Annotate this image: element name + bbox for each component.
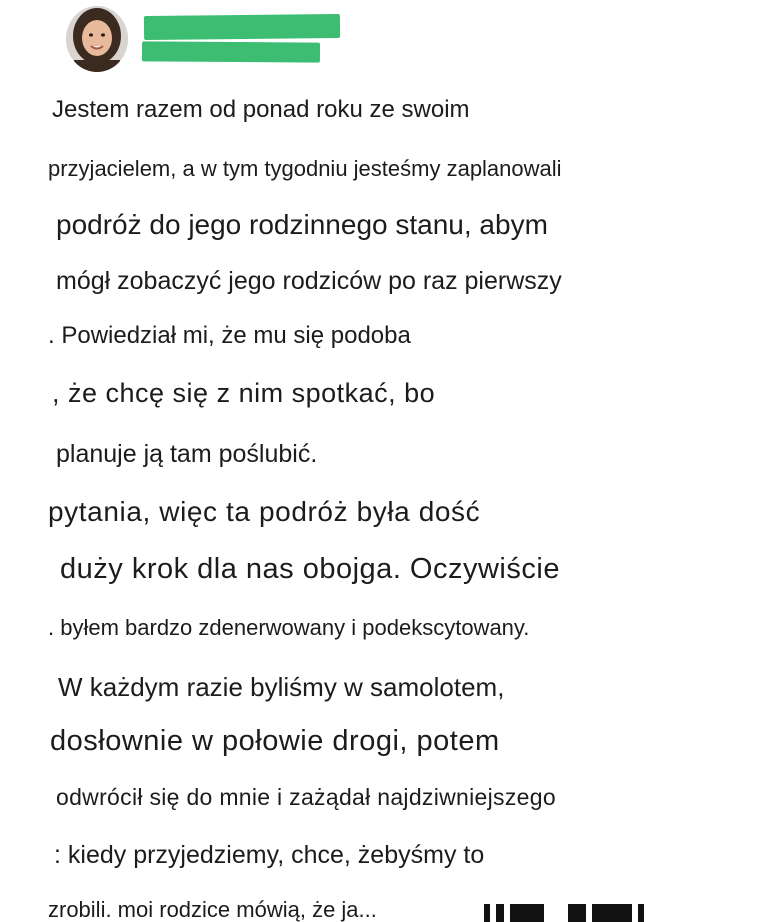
story-line: pytania, więc ta podróż była dość — [48, 496, 481, 527]
story-line: podróż do jego rodzinnego stanu, abym — [56, 209, 548, 240]
story-line: W każdym razie byliśmy w samolotem, — [58, 672, 505, 702]
story-line: : kiedy przyjedziemy, chce, żebyśmy to — [54, 841, 485, 869]
story-line: duży krok dla nas obojga. Oczywiście — [60, 553, 560, 585]
story-line: zrobili. moi rodzice mówią, że ja... — [48, 897, 377, 922]
story-line: . Powiedział mi, że mu się podoba — [48, 322, 411, 349]
story-line: przyjacielem, a w tym tygodniu jesteśmy zaplanowali — [48, 156, 562, 181]
story-line: Jestem razem od ponad roku ze swoim — [52, 96, 470, 123]
story-line: odwrócił się do mnie i zażądał najdziwniejszego — [56, 784, 556, 810]
cutoff-caption-fragment — [474, 894, 704, 922]
story-line: planuje ją tam poślubić. — [56, 440, 318, 468]
story-line: mógł zobaczyć jego rodziców po raz pierwszy — [56, 267, 562, 295]
story-line: dosłownie w połowie drogi, potem — [50, 725, 500, 757]
story-line: . byłem bardzo zdenerwowany i podekscytowany. — [48, 615, 530, 640]
story-line: , że chcę się z nim spotkać, bo — [52, 378, 436, 408]
